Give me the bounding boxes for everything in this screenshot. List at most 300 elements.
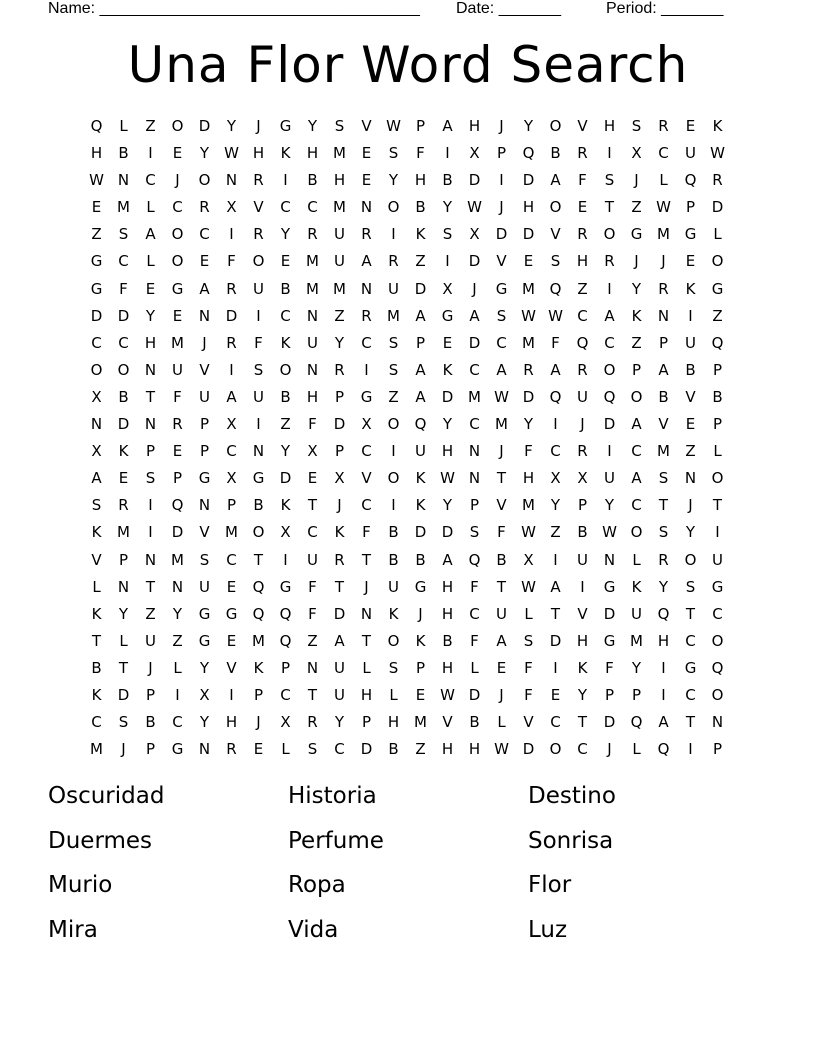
grid-letter[interactable]: W	[521, 577, 536, 596]
grid-letter[interactable]: I	[661, 658, 666, 677]
grid-letter[interactable]: U	[145, 631, 156, 650]
grid-letter[interactable]: O	[630, 387, 643, 406]
grid-letter[interactable]: F	[308, 604, 317, 623]
grid-letter[interactable]: M	[657, 442, 670, 461]
grid-letter[interactable]: D	[603, 713, 616, 732]
grid-letter[interactable]: S	[631, 117, 642, 135]
grid-letter[interactable]: M	[90, 740, 103, 759]
grid-letter[interactable]: N	[252, 442, 265, 461]
grid-letter[interactable]: Z	[415, 740, 426, 759]
grid-letter[interactable]: K	[253, 658, 264, 677]
grid-letter[interactable]: T	[253, 550, 264, 569]
grid-letter[interactable]: E	[226, 631, 237, 650]
grid-letter[interactable]: D	[468, 333, 481, 352]
grid-letter[interactable]: T	[361, 631, 372, 650]
grid-letter[interactable]: E	[172, 306, 183, 325]
grid-letter[interactable]: W	[494, 740, 509, 759]
grid-letter[interactable]: J	[607, 740, 612, 759]
grid-letter[interactable]: Y	[604, 496, 615, 515]
grid-letter[interactable]: Z	[307, 631, 318, 650]
grid-letter[interactable]: K	[118, 442, 129, 461]
grid-letter[interactable]: B	[685, 360, 696, 379]
grid-letter[interactable]: E	[415, 685, 426, 704]
grid-letter[interactable]: U	[334, 252, 345, 271]
grid-letter[interactable]: O	[711, 631, 724, 650]
grid-letter[interactable]: A	[226, 387, 237, 406]
grid-letter[interactable]: B	[577, 523, 588, 542]
grid-letter[interactable]: D	[711, 198, 724, 217]
grid-letter[interactable]: W	[656, 198, 671, 217]
grid-letter[interactable]: P	[658, 333, 669, 352]
grid-letter[interactable]: N	[306, 658, 319, 677]
grid-letter[interactable]: G	[630, 225, 643, 244]
grid-letter[interactable]: P	[199, 415, 210, 434]
grid-letter[interactable]: S	[550, 252, 561, 271]
grid-letter[interactable]: G	[90, 252, 103, 271]
grid-letter[interactable]: O	[387, 469, 400, 488]
grid-letter[interactable]: P	[145, 685, 156, 704]
grid-letter[interactable]: Q	[90, 117, 103, 135]
grid-letter[interactable]: R	[604, 252, 615, 271]
grid-letter[interactable]: C	[172, 713, 183, 732]
grid-letter[interactable]: D	[279, 469, 292, 488]
grid-letter[interactable]: A	[604, 306, 615, 325]
grid-letter[interactable]: U	[334, 225, 345, 244]
grid-letter[interactable]: I	[364, 360, 369, 379]
grid-letter[interactable]: C	[469, 360, 480, 379]
grid-letter[interactable]: O	[711, 685, 724, 704]
grid-letter[interactable]: I	[499, 171, 504, 190]
grid-letter[interactable]: D	[360, 740, 373, 759]
grid-letter[interactable]: Z	[577, 279, 588, 298]
grid-letter[interactable]: N	[144, 550, 157, 569]
grid-letter[interactable]: P	[226, 496, 237, 515]
grid-letter[interactable]: U	[334, 685, 345, 704]
grid-letter[interactable]: H	[657, 631, 670, 650]
grid-letter[interactable]: Y	[172, 604, 183, 623]
grid-letter[interactable]: I	[553, 658, 558, 677]
grid-letter[interactable]: R	[577, 225, 588, 244]
grid-letter[interactable]: S	[604, 171, 615, 190]
grid-letter[interactable]: B	[91, 658, 102, 677]
grid-letter[interactable]: Y	[631, 279, 642, 298]
grid-letter[interactable]: A	[442, 117, 453, 135]
grid-letter[interactable]: S	[118, 713, 129, 732]
grid-letter[interactable]: P	[334, 387, 345, 406]
grid-letter[interactable]: H	[441, 442, 454, 461]
grid-letter[interactable]: D	[414, 279, 427, 298]
grid-letter[interactable]: I	[445, 144, 450, 163]
grid-letter[interactable]: A	[496, 631, 507, 650]
grid-letter[interactable]: R	[226, 279, 237, 298]
grid-letter[interactable]: S	[469, 523, 480, 542]
grid-letter[interactable]: U	[577, 387, 588, 406]
grid-letter[interactable]: I	[229, 685, 234, 704]
grid-letter[interactable]: N	[144, 415, 157, 434]
grid-letter[interactable]: U	[685, 144, 696, 163]
grid-letter[interactable]: V	[496, 252, 507, 271]
grid-letter[interactable]: C	[334, 740, 345, 759]
grid-letter[interactable]: B	[307, 171, 318, 190]
grid-letter[interactable]: S	[307, 740, 318, 759]
grid-letter[interactable]: P	[145, 442, 156, 461]
grid-letter[interactable]: T	[685, 713, 696, 732]
grid-letter[interactable]: N	[306, 306, 319, 325]
grid-letter[interactable]: L	[713, 442, 722, 461]
grid-letter[interactable]: R	[523, 360, 534, 379]
grid-letter[interactable]: M	[117, 198, 130, 217]
grid-letter[interactable]: N	[306, 360, 319, 379]
grid-letter[interactable]: K	[334, 523, 345, 542]
grid-letter[interactable]: H	[90, 144, 103, 163]
grid-letter[interactable]: C	[280, 306, 291, 325]
grid-letter[interactable]: H	[522, 469, 535, 488]
grid-letter[interactable]: N	[171, 577, 184, 596]
grid-letter[interactable]: I	[580, 577, 585, 596]
grid-letter[interactable]: K	[415, 225, 426, 244]
grid-letter[interactable]: D	[468, 171, 481, 190]
grid-letter[interactable]: G	[495, 279, 508, 298]
grid-letter[interactable]: W	[440, 469, 455, 488]
grid-letter[interactable]: D	[522, 387, 535, 406]
grid-letter[interactable]: C	[361, 496, 372, 515]
grid-letter[interactable]: T	[334, 577, 345, 596]
grid-letter[interactable]: C	[469, 415, 480, 434]
grid-letter[interactable]: E	[685, 252, 696, 271]
grid-letter[interactable]: V	[658, 415, 669, 434]
grid-letter[interactable]: M	[630, 631, 643, 650]
grid-letter[interactable]: N	[468, 469, 481, 488]
grid-letter[interactable]: M	[387, 306, 400, 325]
grid-letter[interactable]: W	[521, 523, 536, 542]
grid-letter[interactable]: B	[253, 496, 264, 515]
grid-letter[interactable]: C	[550, 713, 561, 732]
grid-letter[interactable]: E	[361, 144, 372, 163]
grid-letter[interactable]: Q	[522, 144, 535, 163]
grid-letter[interactable]: I	[391, 442, 396, 461]
grid-letter[interactable]: Z	[91, 225, 102, 244]
grid-letter[interactable]: X	[226, 469, 237, 488]
grid-letter[interactable]: T	[658, 496, 669, 515]
grid-letter[interactable]: S	[442, 225, 453, 244]
grid-letter[interactable]: U	[388, 279, 399, 298]
grid-letter[interactable]: F	[578, 171, 587, 190]
grid-letter[interactable]: J	[472, 279, 477, 298]
grid-letter[interactable]: O	[387, 198, 400, 217]
grid-letter[interactable]: Z	[550, 523, 561, 542]
grid-letter[interactable]: U	[415, 442, 426, 461]
grid-letter[interactable]: R	[577, 144, 588, 163]
grid-letter[interactable]: W	[521, 306, 536, 325]
grid-letter[interactable]: N	[711, 713, 724, 732]
grid-letter[interactable]: C	[604, 333, 615, 352]
grid-letter[interactable]: P	[415, 117, 426, 135]
grid-letter[interactable]: T	[550, 604, 561, 623]
grid-letter[interactable]: O	[171, 225, 184, 244]
grid-letter[interactable]: D	[117, 415, 130, 434]
grid-letter[interactable]: O	[630, 523, 643, 542]
grid-letter[interactable]: G	[279, 577, 292, 596]
grid-letter[interactable]: U	[199, 577, 210, 596]
grid-letter[interactable]: Q	[657, 604, 670, 623]
grid-letter[interactable]: C	[172, 198, 183, 217]
grid-letter[interactable]: J	[256, 713, 261, 732]
grid-letter[interactable]: N	[144, 360, 157, 379]
grid-letter[interactable]: C	[280, 685, 291, 704]
grid-letter[interactable]: C	[361, 333, 372, 352]
grid-letter[interactable]: H	[225, 713, 238, 732]
grid-letter[interactable]: X	[91, 442, 102, 461]
grid-letter[interactable]: I	[553, 415, 558, 434]
grid-letter[interactable]: K	[91, 604, 102, 623]
grid-letter[interactable]: N	[360, 279, 373, 298]
grid-letter[interactable]: K	[442, 360, 453, 379]
grid-letter[interactable]: G	[684, 658, 697, 677]
grid-letter[interactable]: E	[253, 740, 264, 759]
grid-letter[interactable]: Q	[468, 550, 481, 569]
grid-letter[interactable]: K	[415, 469, 426, 488]
grid-letter[interactable]: O	[711, 469, 724, 488]
grid-letter[interactable]: Y	[118, 604, 129, 623]
grid-letter[interactable]: Y	[199, 658, 210, 677]
grid-letter[interactable]: K	[388, 604, 399, 623]
grid-letter[interactable]: R	[577, 360, 588, 379]
grid-letter[interactable]: Y	[523, 117, 534, 135]
grid-letter[interactable]: E	[145, 279, 156, 298]
grid-letter[interactable]: U	[334, 658, 345, 677]
grid-letter[interactable]: N	[198, 740, 211, 759]
grid-letter[interactable]: P	[685, 198, 696, 217]
grid-letter[interactable]: W	[467, 198, 482, 217]
grid-letter[interactable]: T	[577, 713, 588, 732]
grid-letter[interactable]: B	[388, 740, 399, 759]
grid-letter[interactable]: X	[226, 198, 237, 217]
grid-letter[interactable]: B	[415, 198, 426, 217]
grid-letter[interactable]: M	[468, 387, 481, 406]
grid-letter[interactable]: K	[712, 117, 723, 135]
grid-letter[interactable]: F	[416, 144, 425, 163]
grid-letter[interactable]: P	[577, 496, 588, 515]
grid-letter[interactable]: N	[684, 469, 697, 488]
period-field[interactable]: Period: _______	[606, 0, 724, 17]
grid-letter[interactable]: T	[145, 577, 156, 596]
grid-letter[interactable]: A	[658, 360, 669, 379]
grid-letter[interactable]: R	[307, 713, 318, 732]
grid-letter[interactable]: L	[659, 171, 668, 190]
grid-letter[interactable]: P	[415, 333, 426, 352]
grid-letter[interactable]: R	[577, 442, 588, 461]
grid-letter[interactable]: J	[121, 740, 126, 759]
grid-letter[interactable]: T	[145, 387, 156, 406]
grid-letter[interactable]: G	[171, 740, 184, 759]
grid-letter[interactable]: L	[119, 117, 128, 135]
grid-letter[interactable]: O	[711, 252, 724, 271]
grid-letter[interactable]: P	[334, 442, 345, 461]
grid-letter[interactable]: I	[229, 225, 234, 244]
grid-letter[interactable]: T	[118, 658, 129, 677]
grid-letter[interactable]: S	[388, 333, 399, 352]
grid-letter[interactable]: Q	[576, 333, 589, 352]
grid-letter[interactable]: Y	[199, 144, 210, 163]
grid-letter[interactable]: H	[576, 252, 589, 271]
grid-letter[interactable]: B	[145, 713, 156, 732]
grid-letter[interactable]: C	[631, 496, 642, 515]
grid-letter[interactable]: G	[198, 631, 211, 650]
grid-letter[interactable]: P	[280, 658, 291, 677]
grid-letter[interactable]: X	[523, 550, 534, 569]
grid-letter[interactable]: E	[442, 333, 453, 352]
grid-letter[interactable]: H	[252, 144, 265, 163]
grid-letter[interactable]: L	[389, 685, 398, 704]
grid-letter[interactable]: Y	[658, 577, 669, 596]
grid-letter[interactable]: V	[685, 387, 696, 406]
grid-letter[interactable]: W	[224, 144, 239, 163]
grid-letter[interactable]: Q	[711, 333, 724, 352]
grid-letter[interactable]: F	[308, 415, 317, 434]
grid-letter[interactable]: H	[441, 740, 454, 759]
grid-letter[interactable]: R	[253, 225, 264, 244]
grid-letter[interactable]: U	[388, 577, 399, 596]
grid-letter[interactable]: Y	[145, 306, 156, 325]
grid-letter[interactable]: G	[171, 279, 184, 298]
grid-letter[interactable]: M	[117, 523, 130, 542]
grid-letter[interactable]: T	[307, 685, 318, 704]
grid-letter[interactable]: L	[632, 550, 641, 569]
grid-letter[interactable]: J	[256, 117, 261, 135]
grid-letter[interactable]: L	[146, 198, 155, 217]
grid-letter[interactable]: G	[279, 117, 292, 135]
grid-letter[interactable]: F	[605, 658, 614, 677]
grid-letter[interactable]: G	[414, 577, 427, 596]
grid-letter[interactable]: Q	[657, 740, 670, 759]
grid-letter[interactable]: F	[119, 279, 128, 298]
grid-letter[interactable]: E	[199, 252, 210, 271]
grid-letter[interactable]: S	[658, 523, 669, 542]
grid-letter[interactable]: H	[306, 144, 319, 163]
grid-letter[interactable]: F	[308, 577, 317, 596]
grid-letter[interactable]: P	[118, 550, 129, 569]
grid-letter[interactable]: N	[117, 577, 130, 596]
grid-letter[interactable]: J	[148, 658, 153, 677]
grid-letter[interactable]: D	[171, 523, 184, 542]
grid-letter[interactable]: M	[495, 415, 508, 434]
grid-letter[interactable]: E	[280, 252, 291, 271]
grid-letter[interactable]: E	[226, 577, 237, 596]
grid-letter[interactable]: C	[361, 442, 372, 461]
grid-letter[interactable]: R	[199, 198, 210, 217]
grid-letter[interactable]: O	[252, 252, 265, 271]
grid-letter[interactable]: O	[603, 360, 616, 379]
grid-letter[interactable]: D	[468, 685, 481, 704]
grid-letter[interactable]: S	[658, 469, 669, 488]
grid-letter[interactable]: R	[658, 279, 669, 298]
grid-letter[interactable]: L	[146, 252, 155, 271]
grid-letter[interactable]: L	[524, 604, 533, 623]
grid-letter[interactable]: F	[524, 685, 533, 704]
grid-letter[interactable]: V	[361, 469, 372, 488]
grid-letter[interactable]: A	[415, 387, 426, 406]
grid-letter[interactable]: S	[145, 469, 156, 488]
grid-letter[interactable]: C	[226, 442, 237, 461]
grid-letter[interactable]: M	[414, 713, 427, 732]
grid-letter[interactable]: C	[577, 740, 588, 759]
grid-letter[interactable]: I	[553, 550, 558, 569]
grid-letter[interactable]: R	[253, 171, 264, 190]
grid-letter[interactable]: N	[225, 171, 238, 190]
grid-letter[interactable]: O	[684, 550, 697, 569]
grid-letter[interactable]: J	[175, 171, 180, 190]
grid-letter[interactable]: D	[468, 252, 481, 271]
grid-letter[interactable]: V	[199, 360, 210, 379]
grid-letter[interactable]: A	[199, 279, 210, 298]
grid-letter[interactable]: G	[603, 577, 616, 596]
grid-letter[interactable]: Y	[307, 117, 318, 135]
grid-letter[interactable]: P	[604, 685, 615, 704]
grid-letter[interactable]: J	[499, 198, 504, 217]
grid-letter[interactable]: Q	[414, 415, 427, 434]
grid-letter[interactable]: A	[145, 225, 156, 244]
grid-letter[interactable]: H	[414, 171, 427, 190]
grid-letter[interactable]: D	[549, 631, 562, 650]
grid-letter[interactable]: X	[442, 279, 453, 298]
grid-letter[interactable]: J	[688, 496, 693, 515]
grid-letter[interactable]: R	[118, 496, 129, 515]
grid-letter[interactable]: J	[580, 415, 585, 434]
grid-letter[interactable]: C	[145, 171, 156, 190]
grid-letter[interactable]: I	[283, 550, 288, 569]
grid-letter[interactable]: Y	[631, 658, 642, 677]
grid-letter[interactable]: S	[685, 577, 696, 596]
grid-letter[interactable]: V	[91, 550, 102, 569]
grid-letter[interactable]: P	[145, 740, 156, 759]
grid-letter[interactable]: M	[333, 279, 346, 298]
grid-letter[interactable]: I	[391, 225, 396, 244]
grid-letter[interactable]: J	[499, 685, 504, 704]
grid-letter[interactable]: K	[577, 658, 588, 677]
grid-letter[interactable]: D	[495, 225, 508, 244]
grid-letter[interactable]: O	[549, 740, 562, 759]
grid-letter[interactable]: T	[91, 631, 102, 650]
grid-letter[interactable]: M	[657, 225, 670, 244]
grid-letter[interactable]: O	[171, 117, 184, 135]
grid-letter[interactable]: Z	[631, 333, 642, 352]
grid-letter[interactable]: G	[198, 469, 211, 488]
grid-letter[interactable]: A	[550, 577, 561, 596]
grid-letter[interactable]: F	[227, 252, 236, 271]
grid-letter[interactable]: Z	[415, 252, 426, 271]
grid-letter[interactable]: O	[117, 360, 130, 379]
grid-letter[interactable]: C	[685, 631, 696, 650]
grid-letter[interactable]: U	[577, 550, 588, 569]
grid-letter[interactable]: H	[441, 577, 454, 596]
grid-letter[interactable]: Y	[199, 713, 210, 732]
date-field[interactable]: Date: _______	[456, 0, 561, 17]
grid-letter[interactable]: Y	[334, 713, 345, 732]
grid-letter[interactable]: J	[499, 442, 504, 461]
grid-letter[interactable]: R	[334, 550, 345, 569]
grid-letter[interactable]: I	[229, 360, 234, 379]
grid-letter[interactable]: I	[148, 144, 153, 163]
grid-letter[interactable]: D	[333, 415, 346, 434]
grid-letter[interactable]: G	[90, 279, 103, 298]
grid-letter[interactable]: L	[632, 740, 641, 759]
grid-letter[interactable]: E	[91, 198, 102, 217]
grid-letter[interactable]: F	[173, 387, 182, 406]
grid-letter[interactable]: M	[333, 144, 346, 163]
grid-letter[interactable]: O	[252, 523, 265, 542]
grid-letter[interactable]: N	[198, 496, 211, 515]
grid-letter[interactable]: I	[688, 740, 693, 759]
